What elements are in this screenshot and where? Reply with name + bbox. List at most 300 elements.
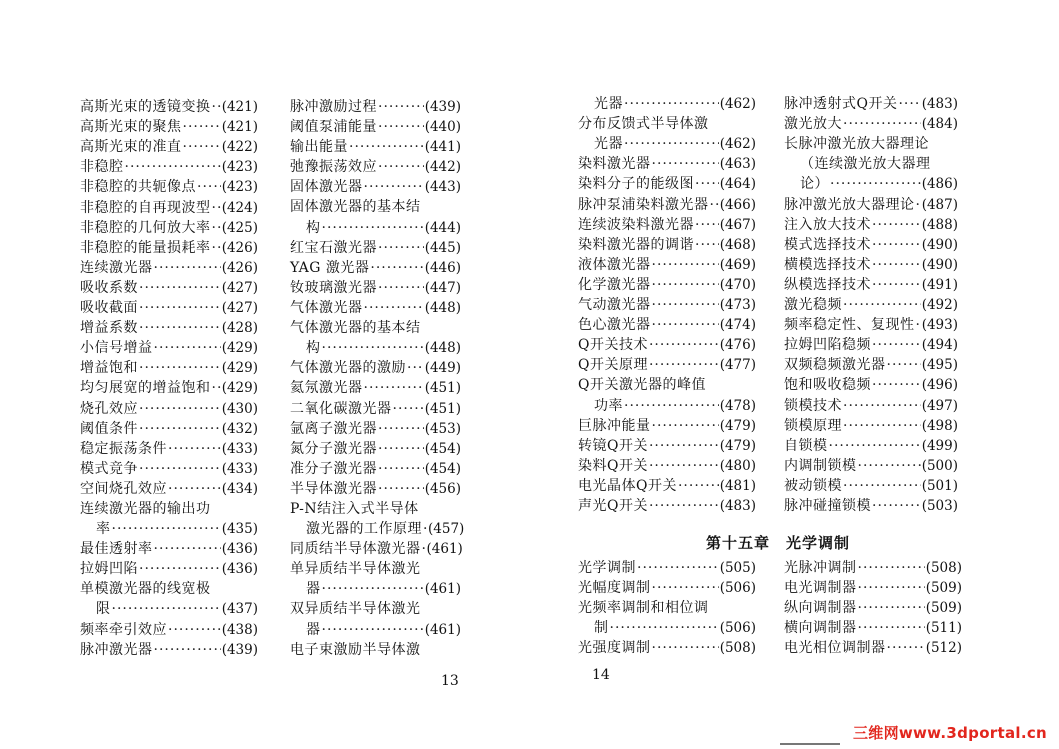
- toc-entry-page: (435): [221, 521, 258, 538]
- toc-entry-page: (474): [719, 317, 756, 334]
- toc-entry-page: (432): [221, 420, 258, 437]
- toc-entry-page: (451): [424, 380, 461, 397]
- toc-entry-title: 非稳腔的能量损耗率: [80, 239, 211, 256]
- toc-entry: [784, 355, 958, 375]
- toc-leader-dots: [183, 117, 221, 137]
- toc-leader-dots: [378, 419, 424, 439]
- toc-entry-title: Q开关原理: [578, 357, 648, 374]
- toc-entry-title: 增益系数: [80, 320, 138, 337]
- toc-entry-page: (470): [719, 276, 756, 293]
- toc-entry-line: 连续激光器的输出功: [80, 500, 211, 517]
- toc-leader-dots: [649, 355, 719, 375]
- toc-leader-dots: [887, 638, 925, 658]
- toc-entry-page: (453): [424, 420, 461, 437]
- toc-entry-title: 高斯光束的准直: [80, 139, 182, 156]
- toc-entry: [290, 97, 461, 117]
- toc-entry-title: 脉冲激光器: [80, 641, 153, 658]
- toc-entry: [80, 218, 258, 238]
- toc-entry-page: (506): [719, 580, 756, 597]
- toc-entry: [80, 539, 258, 559]
- toc-entry-title: 红宝石激光器: [290, 239, 377, 256]
- toc-entry: [290, 258, 461, 278]
- toc-leader-dots: [649, 456, 719, 476]
- toc-entry-page: (466): [719, 196, 756, 213]
- toc-entry-line: 分布反馈式半导体激: [578, 116, 709, 133]
- toc-entry: [290, 378, 461, 398]
- toc-entry-title: 高斯光束的透镜变换: [80, 99, 211, 116]
- toc-entry-title: 横向调制器: [784, 620, 857, 637]
- toc-leader-dots: [916, 315, 921, 335]
- toc-leader-dots: [154, 539, 221, 559]
- toc-leader-dots: [872, 235, 921, 255]
- toc-entry-page: (486): [921, 176, 958, 193]
- toc-entry-page: (451): [424, 400, 461, 417]
- toc-entry: [80, 398, 258, 418]
- toc-leader-dots: [843, 476, 921, 496]
- toc-entry: [290, 459, 461, 479]
- toc-entry: [290, 519, 465, 539]
- toc-leader-dots: [652, 638, 719, 658]
- toc-entry: [578, 355, 756, 375]
- toc-entry-page: (427): [221, 279, 258, 296]
- toc-entry-page: (441): [424, 139, 461, 156]
- toc-entry: [578, 496, 756, 516]
- toc-entry-page: (506): [719, 620, 756, 637]
- toc-entry: [784, 335, 958, 355]
- toc-entry: [578, 315, 756, 335]
- toc-entry: [80, 97, 258, 117]
- toc-entry-page: (448): [424, 340, 461, 357]
- toc-entry-title: 液体激光器: [578, 256, 651, 273]
- toc-leader-dots: [610, 618, 719, 638]
- toc-entry: [784, 456, 958, 476]
- toc-entry-title: 固体激光器: [290, 179, 363, 196]
- toc-leader-dots: [652, 416, 719, 436]
- toc-entry-title: 气体激光器: [290, 300, 363, 317]
- toc-leader-dots: [872, 496, 921, 516]
- toc-leader-dots: [887, 355, 921, 375]
- toc-entry: [80, 419, 258, 439]
- toc-entry-title: 气体激光器的激励: [290, 360, 406, 377]
- toc-entry-title: 功率: [594, 397, 623, 414]
- toc-leader-dots: [154, 338, 221, 358]
- toc-entry: [578, 215, 756, 235]
- toc-entry-page: (505): [719, 560, 756, 577]
- toc-leader-dots: [112, 519, 221, 539]
- toc-entry: [80, 157, 258, 177]
- toc-entry-page: (439): [221, 641, 258, 658]
- toc-entry: [578, 295, 756, 315]
- toc-column-chapter-1: [578, 558, 756, 658]
- toc-entry: [290, 358, 461, 378]
- toc-entry: [290, 157, 461, 177]
- toc-entry-page: (449): [424, 360, 461, 377]
- toc-leader-dots: [872, 255, 921, 275]
- toc-entry: [290, 439, 461, 459]
- toc-entry-title: 高斯光束的聚焦: [80, 119, 182, 136]
- chapter-heading: 第十五章 光学调制: [706, 534, 851, 552]
- toc-entry-title: 转镜Q开关: [578, 437, 648, 454]
- toc-entry-title: 非稳腔: [80, 159, 124, 176]
- toc-entry-page: (454): [424, 460, 461, 477]
- toc-entry-title: 最佳透射率: [80, 541, 153, 558]
- toc-entry-page: (492): [921, 297, 958, 314]
- toc-entry-line: 固体激光器的基本结: [290, 199, 421, 216]
- toc-entry-title: 空间烧孔效应: [80, 480, 167, 497]
- toc-entry-title: 输出能量: [290, 139, 348, 156]
- toc-entry: [784, 476, 958, 496]
- toc-entry: [80, 640, 258, 660]
- toc-entry-page: (447): [424, 279, 461, 296]
- toc-entry-page: (509): [925, 600, 962, 617]
- toc-entry: [578, 174, 756, 194]
- toc-leader-dots: [322, 579, 424, 599]
- toc-entry: [578, 94, 756, 114]
- toc-entry-page: (481): [719, 477, 756, 494]
- toc-entry: [784, 416, 958, 436]
- toc-entry: [784, 496, 958, 516]
- toc-entry-title: 氦氖激光器: [290, 380, 363, 397]
- toc-entry-page: (423): [221, 179, 258, 196]
- toc-entry: [80, 298, 258, 318]
- toc-leader-dots: [872, 215, 921, 235]
- toc-entry-title: 构: [306, 219, 321, 236]
- toc-entry: [784, 638, 962, 658]
- toc-entry-title: 半导体激光器: [290, 480, 377, 497]
- toc-entry-page: (484): [921, 116, 958, 133]
- toc-entry: [578, 134, 756, 154]
- toc-leader-dots: [872, 335, 921, 355]
- toc-leader-dots: [212, 97, 221, 117]
- toc-leader-dots: [378, 238, 424, 258]
- watermark: 三维网www.3dportal.cn: [852, 724, 1047, 742]
- toc-entry: [80, 238, 258, 258]
- toc-entry-page: (464): [719, 176, 756, 193]
- toc-leader-dots: [858, 578, 925, 598]
- toc-entry: [290, 579, 461, 599]
- toc-leader-dots: [422, 539, 426, 559]
- toc-entry-title: 二氧化碳激光器: [290, 400, 392, 417]
- toc-entry-page: (487): [921, 196, 958, 213]
- toc-entry-page: (422): [221, 139, 258, 156]
- toc-entry-title: 被动锁模: [784, 477, 842, 494]
- toc-leader-dots: [624, 94, 719, 114]
- toc-leader-dots: [112, 599, 221, 619]
- toc-leader-dots: [154, 640, 221, 660]
- toc-entry: [784, 315, 958, 335]
- toc-leader-dots: [858, 558, 925, 578]
- toc-entry-title: 锁模原理: [784, 417, 842, 434]
- toc-entry-title: 纵模选择技术: [784, 276, 871, 293]
- toc-leader-dots: [652, 315, 719, 335]
- toc-entry-title: 染料分子的能级图: [578, 176, 694, 193]
- toc-leader-dots: [637, 558, 719, 578]
- toc-leader-dots: [624, 396, 719, 416]
- toc-leader-dots: [407, 358, 424, 378]
- toc-entry-page: (500): [921, 457, 958, 474]
- toc-entry-title: 化学激光器: [578, 276, 651, 293]
- toc-leader-dots: [212, 238, 221, 258]
- toc-entry-page: (480): [719, 457, 756, 474]
- toc-entry-page: (423): [221, 159, 258, 176]
- toc-entry-page: (488): [921, 216, 958, 233]
- toc-entry: [578, 255, 756, 275]
- toc-leader-dots: [695, 235, 719, 255]
- toc-leader-dots: [168, 439, 221, 459]
- toc-entry: [784, 114, 958, 134]
- toc-leader-dots: [139, 399, 221, 419]
- toc-entry-title: 均匀展宽的增益饱和: [80, 380, 211, 397]
- toc-entry: [578, 618, 756, 638]
- toc-entry-page: (429): [221, 340, 258, 357]
- toc-entry: [578, 436, 756, 456]
- toc-entry-page: (490): [921, 236, 958, 253]
- toc-entry: [578, 275, 756, 295]
- toc-entry-title: 小信号增益: [80, 340, 153, 357]
- toc-entry: [290, 419, 461, 439]
- toc-entry-page: (433): [221, 440, 258, 457]
- toc-entry-title: 准分子激光器: [290, 460, 377, 477]
- toc-entry: [80, 439, 258, 459]
- toc-entry-page: (477): [719, 357, 756, 374]
- toc-entry-page: (457): [428, 521, 465, 538]
- toc-entry: [578, 456, 756, 476]
- toc-leader-dots: [212, 198, 221, 218]
- toc-leader-dots: [652, 295, 719, 315]
- toc-entry-title: 内调制锁模: [784, 457, 857, 474]
- page-number-right: 14: [592, 667, 610, 683]
- toc-entry: [290, 117, 461, 137]
- toc-entry-title: 阈值条件: [80, 420, 138, 437]
- toc-entry-title: 频率稳定性、复现性: [784, 317, 915, 334]
- toc-entry: [290, 137, 461, 157]
- toc-entry: [80, 338, 258, 358]
- right-page: [530, 0, 1059, 749]
- toc-entry-title: 拉姆凹陷稳频: [784, 337, 871, 354]
- toc-entry-title: 烧孔效应: [80, 400, 138, 417]
- toc-entry-title: 弛豫振荡效应: [290, 159, 377, 176]
- toc-leader-dots: [678, 476, 719, 496]
- toc-entry-page: (425): [221, 219, 258, 236]
- toc-entry-line: 气体激光器的基本结: [290, 320, 421, 337]
- toc-entry: [80, 378, 258, 398]
- toc-leader-dots: [322, 218, 424, 238]
- toc-entry: [784, 598, 962, 618]
- toc-entry: [290, 177, 461, 197]
- toc-leader-dots: [624, 134, 719, 154]
- toc-entry-title: 锁模技术: [784, 397, 842, 414]
- toc-entry-page: (461): [424, 581, 461, 598]
- toc-column-left-1: [80, 97, 258, 660]
- toc-entry-page: (503): [921, 497, 958, 514]
- toc-entry-page: (473): [719, 297, 756, 314]
- toc-entry-page: (429): [221, 360, 258, 377]
- toc-entry-page: (454): [424, 440, 461, 457]
- toc-leader-dots: [378, 439, 424, 459]
- toc-entry-title: 电光晶体Q开关: [578, 477, 677, 494]
- toc-entry-title: 染料激光器的调谐: [578, 236, 694, 253]
- toc-entry: [578, 194, 756, 214]
- toc-entry: [80, 358, 258, 378]
- toc-entry: [784, 558, 962, 578]
- toc-entry: [578, 578, 756, 598]
- toc-entry-title: 频率牵引效应: [80, 621, 167, 638]
- toc-leader-dots: [378, 479, 424, 499]
- toc-entry-title: 脉冲碰撞锁模: [784, 497, 871, 514]
- toc-entry-page: (462): [719, 136, 756, 153]
- toc-leader-dots: [652, 578, 719, 598]
- toc-entry-page: (440): [424, 119, 461, 136]
- toc-entry-title: 激光放大: [784, 116, 842, 133]
- toc-entry-title: 氮分子激光器: [290, 440, 377, 457]
- page-edge-mark: [780, 743, 840, 745]
- toc-leader-dots: [364, 177, 424, 197]
- toc-leader-dots: [858, 598, 925, 618]
- toc-entry-page: (508): [925, 560, 962, 577]
- toc-leader-dots: [125, 157, 221, 177]
- toc-entry: [784, 174, 958, 194]
- toc-entry-title: 注入放大技术: [784, 216, 871, 233]
- toc-entry-page: (479): [719, 437, 756, 454]
- toc-entry-title: 器: [306, 621, 321, 638]
- toc-entry: [784, 235, 958, 255]
- toc-entry-page: (498): [921, 417, 958, 434]
- toc-entry-page: (427): [221, 300, 258, 317]
- toc-entry: [578, 154, 756, 174]
- toc-leader-dots: [139, 459, 221, 479]
- toc-entry-title: 脉冲激励过程: [290, 99, 377, 116]
- toc-entry-page: (469): [719, 256, 756, 273]
- toc-entry-title: 拉姆凹陷: [80, 561, 138, 578]
- toc-entry-line: P-N结注入式半导体: [290, 500, 419, 517]
- toc-leader-dots: [364, 378, 424, 398]
- toc-entry-line: 单模激光器的线宽极: [80, 581, 211, 598]
- toc-entry-page: (512): [925, 640, 962, 657]
- toc-entry: [578, 335, 756, 355]
- toc-column-chapter-2: [784, 558, 962, 658]
- toc-entry-title: 稳定振荡条件: [80, 440, 167, 457]
- toc-entry-title: 电光相位调制器: [784, 640, 886, 657]
- toc-leader-dots: [898, 94, 920, 114]
- toc-entry-page: (497): [921, 397, 958, 414]
- toc-entry-page: (429): [221, 380, 258, 397]
- toc-entry-line: 电子束激励半导体激: [290, 641, 421, 658]
- toc-entry-page: (509): [925, 580, 962, 597]
- toc-entry: [784, 194, 958, 214]
- toc-entry-title: 电光调制器: [784, 580, 857, 597]
- toc-leader-dots: [197, 177, 221, 197]
- toc-leader-dots: [139, 559, 221, 579]
- toc-entry-page: (508): [719, 640, 756, 657]
- toc-entry-page: (426): [221, 259, 258, 276]
- toc-entry-title: 吸收截面: [80, 300, 138, 317]
- toc-entry-page: (445): [424, 239, 461, 256]
- toc-entry-page: (421): [221, 119, 258, 136]
- toc-entry-page: (467): [719, 216, 756, 233]
- toc-entry-page: (462): [719, 96, 756, 113]
- toc-entry-page: (437): [221, 601, 258, 618]
- toc-leader-dots: [652, 154, 719, 174]
- toc-leader-dots: [649, 335, 719, 355]
- toc-entry: [784, 255, 958, 275]
- toc-leader-dots: [393, 399, 424, 419]
- toc-entry: [80, 479, 258, 499]
- toc-column-right-1: [578, 94, 756, 516]
- toc-entry-page: (494): [921, 337, 958, 354]
- toc-leader-dots: [378, 97, 424, 117]
- toc-entry-title: 构: [306, 340, 321, 357]
- toc-entry-title: 论）: [800, 176, 829, 193]
- toc-entry-page: (479): [719, 417, 756, 434]
- toc-entry: [784, 295, 958, 315]
- toc-entry-page: (456): [424, 480, 461, 497]
- toc-entry: [290, 218, 461, 238]
- toc-entry: [290, 278, 461, 298]
- toc-entry-page: (476): [719, 337, 756, 354]
- toc-entry-page: (421): [221, 99, 258, 116]
- toc-entry: [290, 238, 461, 258]
- toc-entry-page: (490): [921, 256, 958, 273]
- toc-entry-title: 连续波染料激光器: [578, 216, 694, 233]
- toc-leader-dots: [710, 195, 719, 215]
- toc-entry-page: (428): [221, 320, 258, 337]
- toc-entry-title: 激光稳频: [784, 297, 842, 314]
- toc-leader-dots: [212, 378, 221, 398]
- toc-entry-page: (499): [921, 437, 958, 454]
- toc-entry: [80, 258, 258, 278]
- toc-leader-dots: [858, 456, 921, 476]
- toc-entry-title: 吸收系数: [80, 279, 138, 296]
- toc-entry-title: 率: [96, 521, 111, 538]
- toc-entry-page: (436): [221, 541, 258, 558]
- toc-entry-title: 限: [96, 601, 111, 618]
- toc-entry: [80, 318, 258, 338]
- toc-entry-title: 模式选择技术: [784, 236, 871, 253]
- toc-entry-page: (495): [921, 357, 958, 374]
- toc-leader-dots: [872, 375, 921, 395]
- toc-leader-dots: [139, 419, 221, 439]
- toc-entry-page: (438): [221, 621, 258, 638]
- toc-entry-page: (511): [925, 620, 962, 637]
- toc-leader-dots: [695, 215, 719, 235]
- toc-entry-page: (461): [424, 621, 461, 638]
- toc-entry-line: 光频率调制和相位调: [578, 600, 709, 617]
- toc-entry-title: 纵向调制器: [784, 600, 857, 617]
- toc-entry-title: 光脉冲调制: [784, 560, 857, 577]
- toc-entry-title: 增益饱和: [80, 360, 138, 377]
- toc-leader-dots: [830, 174, 921, 194]
- toc-leader-dots: [378, 459, 424, 479]
- toc-entry-page: (496): [921, 377, 958, 394]
- page-number-left: 13: [441, 673, 459, 689]
- toc-entry-page: (446): [424, 259, 461, 276]
- toc-entry-page: (434): [221, 480, 258, 497]
- toc-entry-page: (448): [424, 300, 461, 317]
- toc-leader-dots: [322, 338, 424, 358]
- toc-entry-title: 光幅度调制: [578, 580, 651, 597]
- toc-entry: [80, 559, 258, 579]
- toc-entry-title: 脉冲激光放大器理论: [784, 196, 915, 213]
- toc-entry: [290, 479, 461, 499]
- toc-leader-dots: [139, 278, 221, 298]
- toc-entry-page: (443): [424, 179, 461, 196]
- toc-entry-page: (478): [719, 397, 756, 414]
- toc-entry: [578, 416, 756, 436]
- toc-entry-page: (426): [221, 239, 258, 256]
- toc-entry: [578, 476, 756, 496]
- toc-entry-title: 激光器的工作原理: [306, 521, 422, 538]
- toc-leader-dots: [139, 298, 221, 318]
